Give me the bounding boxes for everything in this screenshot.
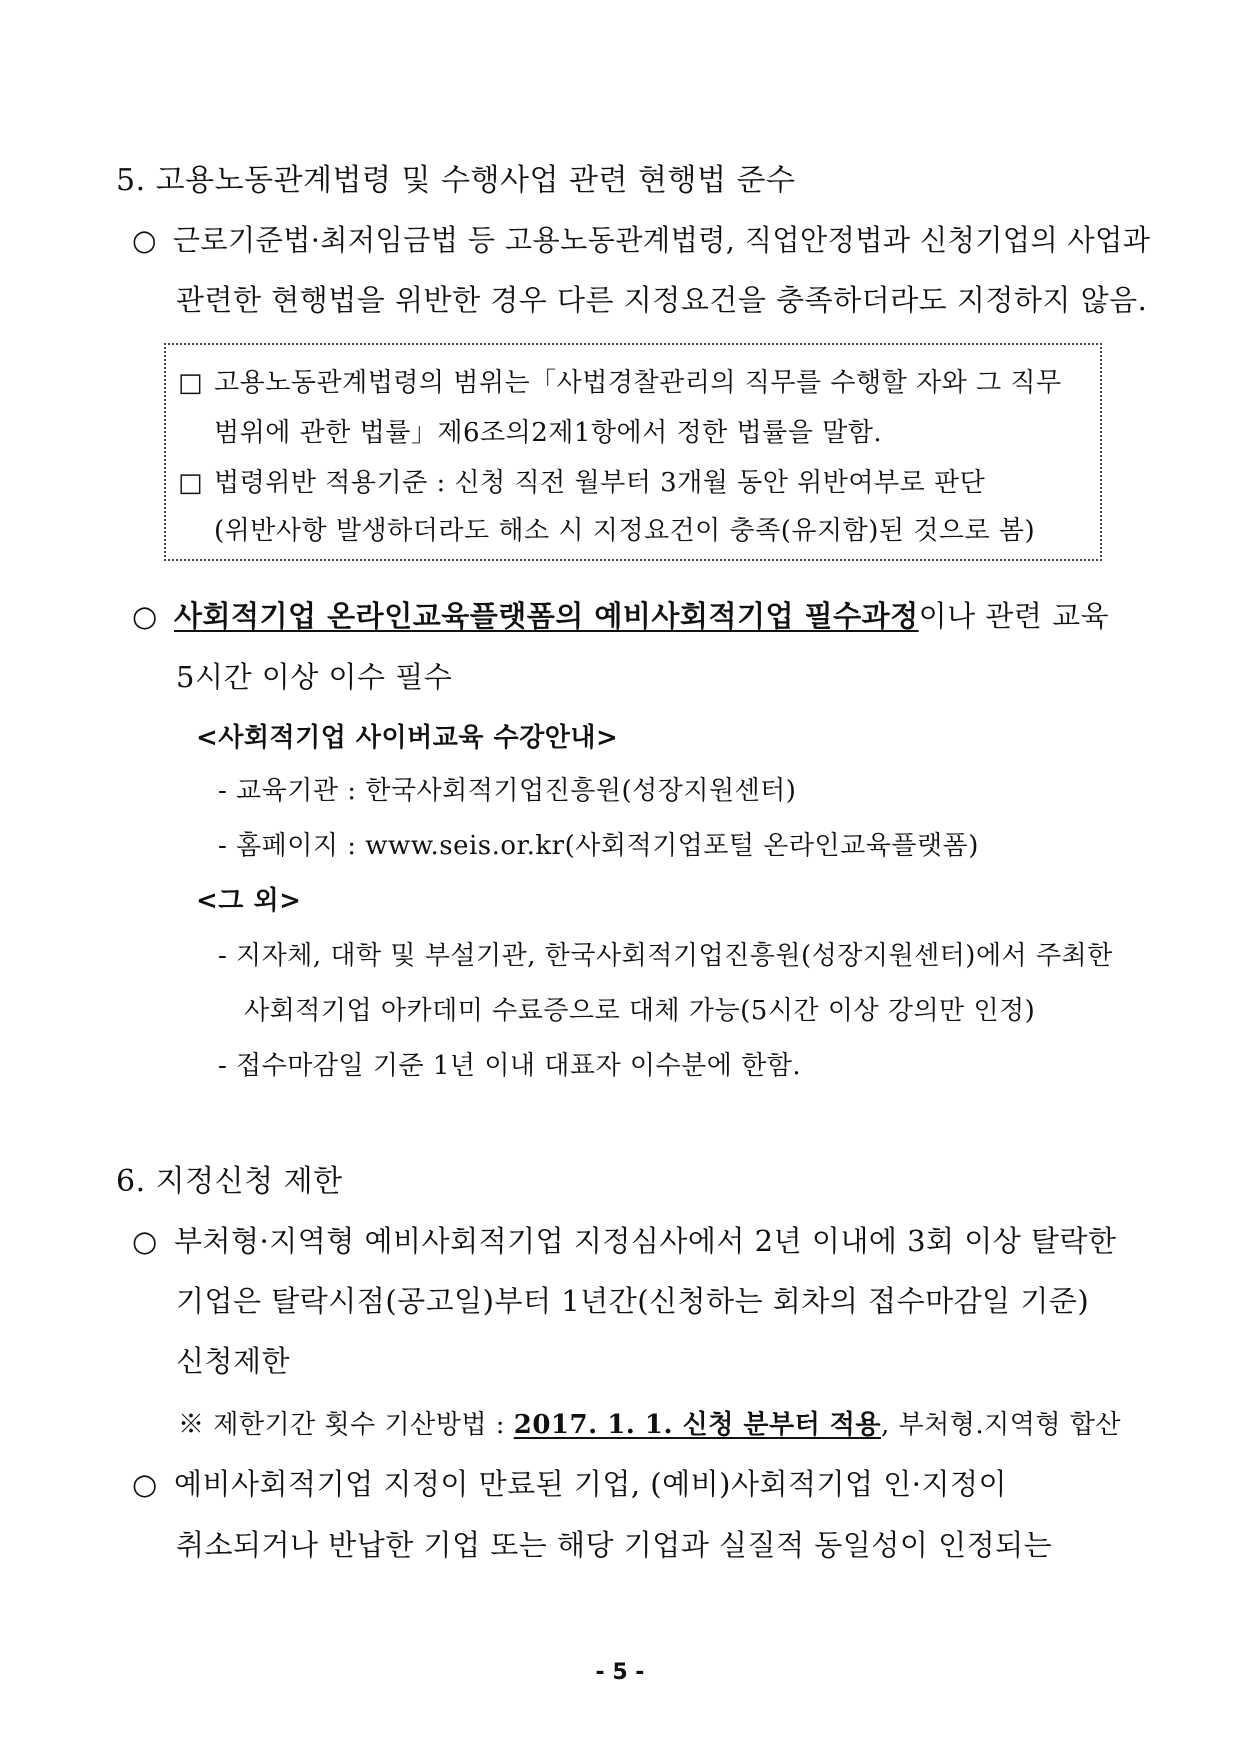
box-item-1-line-1: □ 고용노동관계법령의 범위는「사법경찰관리의 직무를 수행할 자와 그 직무 [178, 368, 1062, 398]
box-item-1-line-2: 범위에 관한 법률」제6조의2제1항에서 정한 법률을 말함. [214, 418, 883, 448]
circle-bullet-icon: ○ [132, 599, 158, 633]
cyber-education-item-homepage: - 홈페이지 : www.seis.or.kr(사회적기업포털 온라인교육플랫폼) [218, 831, 979, 861]
other-item-1-line-1: - 지자체, 대학 및 부설기관, 한국사회적기업진흥원(성장지원센터)에서 주최한 [218, 941, 1113, 971]
square-bullet-icon: □ [178, 368, 204, 398]
section-5-heading: 5. 고용노동관계법령 및 수행사업 관련 현행법 준수 [116, 163, 796, 198]
square-bullet-icon: □ [178, 468, 204, 498]
cyber-education-title: <사회적기업 사이버교육 수강안내> [196, 723, 619, 753]
section-5-bullet-1-line-1: ○ 근로기준법·최저임금법 등 고용노동관계법령, 직업안정법과 신청기업의 사업과 [132, 223, 1151, 257]
required-course-emphasis: 사회적기업 온라인교육플랫폼의 예비사회적기업 필수과정 [174, 599, 919, 633]
box-item-2-line-1: □ 법령위반 적용기준 : 신청 직전 월부터 3개월 동안 위반여부로 판단 [178, 468, 986, 498]
section-6-bullet-1-line-3: 신청제한 [176, 1344, 291, 1378]
note-emphasis: 신청 분부터 적용 [673, 1410, 882, 1440]
circle-bullet-icon: ○ [132, 223, 158, 257]
section-5-bullet-2-line-1: ○ 사회적기업 온라인교육플랫폼의 예비사회적기업 필수과정이나 관련 교육 [132, 599, 1110, 633]
circle-bullet-icon: ○ [132, 1224, 158, 1258]
other-title: <그 외> [196, 886, 302, 916]
cyber-education-item-institution: - 교육기관 : 한국사회적기업진흥원(성장지원센터) [218, 776, 797, 806]
box-item-2-line-2: (위반사항 발생하더라도 해소 시 지정요건이 충족(유지함)된 것으로 봄) [214, 516, 1036, 546]
section-5-bullet-2-line-2: 5시간 이상 이수 필수 [176, 660, 453, 694]
section-6-bullet-2-line-1: ○ 예비사회적기업 지정이 만료된 기업, (예비)사회적기업 인·지정이 [132, 1467, 1008, 1501]
section-6-bullet-1-line-1: ○ 부처형·지역형 예비사회적기업 지정심사에서 2년 이내에 3회 이상 탈락한 [132, 1224, 1117, 1258]
restriction-count-note: ※ 제한기간 횟수 기산방법 : 2017. 1. 1. 신청 분부터 적용, 부처형.지역형 합산 [178, 1410, 1122, 1440]
section-6-bullet-1-line-2: 기업은 탈락시점(공고일)부터 1년간(신청하는 회차의 접수마감일 기준) [176, 1284, 1090, 1318]
note-date: 2017. 1. 1. [513, 1410, 674, 1440]
other-item-1-line-2: 사회적기업 아카데미 수료증으로 대체 가능(5시간 이상 강의만 인정) [244, 996, 1036, 1026]
circle-bullet-icon: ○ [132, 1467, 158, 1501]
other-item-2: - 접수마감일 기준 1년 이내 대표자 이수분에 한함. [218, 1051, 802, 1081]
section-5-bullet-1-line-2: 관련한 현행법을 위반한 경우 다른 지정요건을 충족하더라도 지정하지 않음. [176, 283, 1148, 317]
page-number: - 5 - [595, 1660, 645, 1685]
section-6-bullet-2-line-2: 취소되거나 반납한 기업 또는 해당 기업과 실질적 동일성이 인정되는 [176, 1528, 1053, 1562]
section-6-heading: 6. 지정신청 제한 [116, 1164, 343, 1199]
